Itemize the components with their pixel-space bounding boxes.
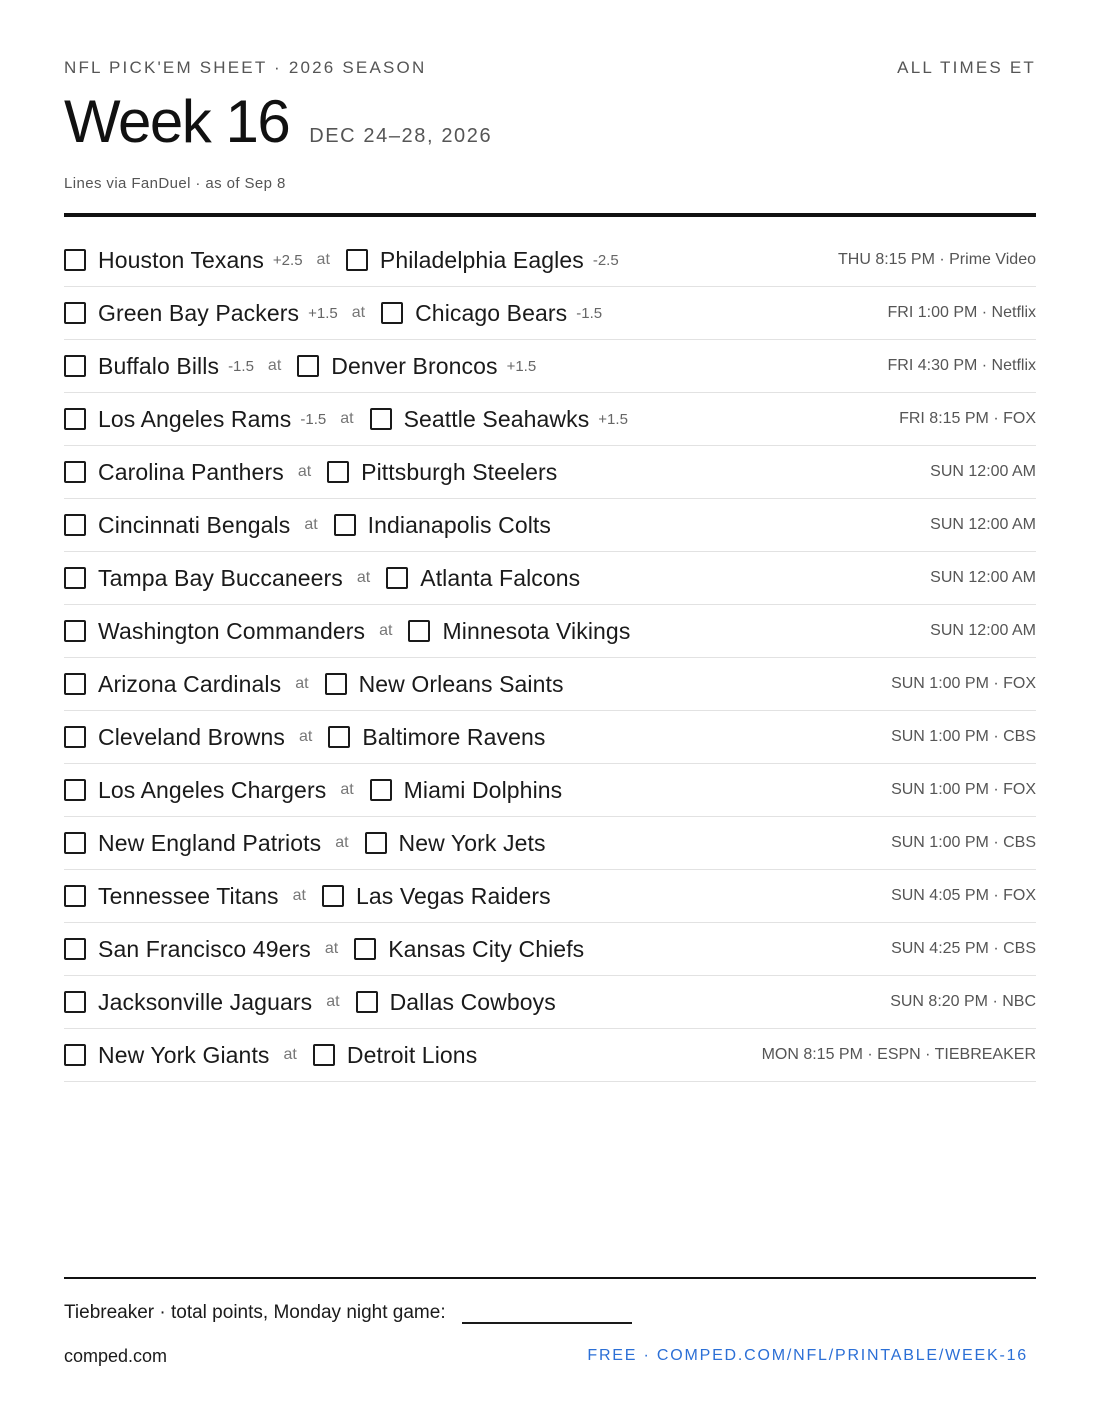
printable-link[interactable]: FREE · COMPED.COM/NFL/PRINTABLE/WEEK-16 bbox=[587, 1347, 1028, 1364]
lines-source-note: Lines via FanDuel · as of Sep 8 bbox=[64, 175, 286, 192]
away-team: Washington Commanders bbox=[98, 617, 366, 644]
footer-divider bbox=[64, 1277, 1036, 1279]
tiebreaker-row bbox=[64, 1300, 632, 1324]
game-row bbox=[64, 552, 1036, 605]
home-pick-checkbox[interactable] bbox=[381, 302, 403, 324]
at-label: at bbox=[292, 887, 306, 904]
home-team: Kansas City Chiefs bbox=[388, 935, 585, 962]
kickoff-time: SUN 12:00 AM bbox=[930, 516, 1036, 533]
at-label: at bbox=[356, 569, 371, 586]
home-team: Las Vegas Raiders bbox=[355, 882, 551, 909]
home-team: New Orleans Saints bbox=[358, 670, 564, 697]
timezone-note: ALL TIMES ET bbox=[897, 58, 1036, 77]
home-team: Chicago Bears bbox=[415, 299, 568, 326]
home-team: Seattle Seahawks bbox=[403, 405, 590, 432]
kickoff-time: SUN 4:25 PM · CBS bbox=[891, 940, 1036, 957]
away-spread: +1.5 bbox=[308, 304, 338, 322]
home-pick-checkbox[interactable] bbox=[325, 673, 347, 695]
home-team: Miami Dolphins bbox=[403, 776, 563, 803]
game-row bbox=[64, 658, 1036, 711]
game-row bbox=[64, 287, 1036, 340]
away-pick-checkbox[interactable] bbox=[64, 726, 86, 748]
home-team: Dallas Cowboys bbox=[389, 988, 556, 1015]
game-row bbox=[64, 393, 1036, 446]
kickoff-time: SUN 12:00 AM bbox=[930, 463, 1036, 480]
home-pick-checkbox[interactable] bbox=[334, 514, 356, 536]
game-row bbox=[64, 605, 1036, 658]
away-team: Jacksonville Jaguars bbox=[98, 988, 313, 1015]
away-team: Los Angeles Rams bbox=[98, 405, 292, 432]
home-spread: -2.5 bbox=[592, 251, 619, 269]
kickoff-time: SUN 1:00 PM · CBS bbox=[891, 728, 1036, 745]
home-team: Philadelphia Eagles bbox=[379, 246, 584, 273]
home-team: Minnesota Vikings bbox=[442, 617, 631, 644]
away-team: Buffalo Bills bbox=[98, 352, 220, 379]
week-dates: DEC 24–28, 2026 bbox=[309, 125, 493, 147]
game-row bbox=[64, 1029, 1036, 1082]
home-team: Atlanta Falcons bbox=[420, 564, 581, 591]
home-spread: +1.5 bbox=[506, 357, 537, 375]
away-team: Cleveland Browns bbox=[98, 723, 285, 750]
away-team: Tennessee Titans bbox=[98, 882, 279, 909]
game-row bbox=[64, 446, 1036, 499]
home-pick-checkbox[interactable] bbox=[365, 832, 387, 854]
away-pick-checkbox[interactable] bbox=[64, 673, 86, 695]
away-pick-checkbox[interactable] bbox=[64, 567, 86, 589]
at-label: at bbox=[298, 728, 313, 745]
away-team: Los Angeles Chargers bbox=[98, 776, 327, 803]
away-pick-checkbox[interactable] bbox=[64, 302, 86, 324]
kickoff-time: SUN 1:00 PM · CBS bbox=[891, 834, 1036, 851]
home-pick-checkbox[interactable] bbox=[356, 991, 378, 1013]
home-team: Pittsburgh Steelers bbox=[361, 458, 558, 485]
away-pick-checkbox[interactable] bbox=[64, 620, 86, 642]
home-pick-checkbox[interactable] bbox=[354, 938, 376, 960]
away-pick-checkbox[interactable] bbox=[64, 1044, 86, 1066]
away-team: Carolina Panthers bbox=[98, 458, 284, 485]
home-spread: +1.5 bbox=[598, 410, 628, 428]
kickoff-time: FRI 4:30 PM · Netflix bbox=[887, 357, 1036, 374]
tiebreaker-label: Tiebreaker · total points, Monday night game: bbox=[64, 1302, 446, 1323]
game-row bbox=[64, 923, 1036, 976]
home-pick-checkbox[interactable] bbox=[327, 461, 349, 483]
header-divider bbox=[64, 213, 1036, 217]
home-team: New York Jets bbox=[398, 829, 546, 856]
away-pick-checkbox[interactable] bbox=[64, 461, 86, 483]
kickoff-time: MON 8:15 PM · ESPN · TIEBREAKER bbox=[761, 1046, 1036, 1063]
at-label: at bbox=[335, 834, 349, 851]
away-pick-checkbox[interactable] bbox=[64, 408, 86, 430]
home-pick-checkbox[interactable] bbox=[346, 249, 368, 271]
away-pick-checkbox[interactable] bbox=[64, 832, 86, 854]
at-label: at bbox=[351, 304, 366, 321]
home-team: Baltimore Ravens bbox=[362, 723, 546, 750]
site-name: comped.com bbox=[64, 1346, 168, 1366]
away-pick-checkbox[interactable] bbox=[64, 514, 86, 536]
away-team: New England Patriots bbox=[98, 829, 322, 856]
kickoff-time: THU 8:15 PM · Prime Video bbox=[838, 251, 1036, 268]
home-team: Denver Broncos bbox=[331, 352, 498, 379]
kickoff-time: FRI 8:15 PM · FOX bbox=[899, 410, 1036, 427]
away-team: Cincinnati Bengals bbox=[98, 511, 291, 538]
kickoff-time: SUN 1:00 PM · FOX bbox=[891, 675, 1036, 692]
home-pick-checkbox[interactable] bbox=[370, 779, 392, 801]
away-pick-checkbox[interactable] bbox=[64, 779, 86, 801]
at-label: at bbox=[324, 940, 339, 957]
away-pick-checkbox[interactable] bbox=[64, 885, 86, 907]
kickoff-time: SUN 12:00 AM bbox=[930, 622, 1036, 639]
home-pick-checkbox[interactable] bbox=[408, 620, 430, 642]
home-pick-checkbox[interactable] bbox=[322, 885, 344, 907]
at-label: at bbox=[379, 622, 393, 639]
away-team: Tampa Bay Buccaneers bbox=[98, 564, 343, 591]
at-label: at bbox=[283, 1046, 297, 1063]
game-row bbox=[64, 870, 1036, 923]
at-label: at bbox=[340, 781, 354, 798]
game-row bbox=[64, 234, 1036, 287]
home-pick-checkbox[interactable] bbox=[386, 567, 408, 589]
games-list bbox=[64, 234, 1036, 1082]
at-label: at bbox=[295, 675, 309, 692]
home-team: Detroit Lions bbox=[346, 1041, 478, 1068]
away-spread: +2.5 bbox=[272, 251, 303, 269]
away-team: Houston Texans bbox=[98, 246, 264, 273]
game-row bbox=[64, 976, 1036, 1029]
home-pick-checkbox[interactable] bbox=[297, 355, 319, 377]
game-row bbox=[64, 340, 1036, 393]
home-pick-checkbox[interactable] bbox=[370, 408, 392, 430]
away-pick-checkbox[interactable] bbox=[64, 991, 86, 1013]
away-pick-checkbox[interactable] bbox=[64, 249, 86, 271]
away-team: Arizona Cardinals bbox=[98, 670, 282, 697]
away-spread: -1.5 bbox=[228, 357, 254, 375]
at-label: at bbox=[267, 357, 282, 374]
kickoff-time: SUN 12:00 AM bbox=[930, 569, 1036, 586]
away-pick-checkbox[interactable] bbox=[64, 355, 86, 377]
sheet-kicker: NFL PICK'EM SHEET · 2026 SEASON bbox=[64, 58, 427, 77]
tiebreaker-input-line[interactable] bbox=[462, 1300, 632, 1324]
kickoff-time: SUN 1:00 PM · FOX bbox=[891, 781, 1036, 798]
game-row bbox=[64, 711, 1036, 764]
kickoff-time: SUN 4:05 PM · FOX bbox=[891, 887, 1036, 904]
at-label: at bbox=[316, 251, 330, 268]
page-title: Week 16 bbox=[64, 88, 290, 155]
away-pick-checkbox[interactable] bbox=[64, 938, 86, 960]
away-spread: -1.5 bbox=[300, 410, 327, 428]
game-row bbox=[64, 817, 1036, 870]
home-spread: -1.5 bbox=[576, 304, 603, 322]
away-team: San Francisco 49ers bbox=[98, 935, 311, 962]
at-label: at bbox=[326, 993, 340, 1010]
away-team: Green Bay Packers bbox=[98, 299, 300, 326]
title-row bbox=[64, 88, 493, 155]
home-pick-checkbox[interactable] bbox=[328, 726, 350, 748]
at-label: at bbox=[340, 410, 354, 427]
kickoff-time: FRI 1:00 PM · Netflix bbox=[887, 304, 1036, 321]
kickoff-time: SUN 8:20 PM · NBC bbox=[890, 993, 1036, 1010]
at-label: at bbox=[304, 516, 318, 533]
home-pick-checkbox[interactable] bbox=[313, 1044, 335, 1066]
home-team: Indianapolis Colts bbox=[367, 511, 552, 538]
game-row bbox=[64, 499, 1036, 552]
away-team: New York Giants bbox=[98, 1041, 270, 1068]
at-label: at bbox=[297, 463, 312, 480]
game-row bbox=[64, 764, 1036, 817]
pickem-sheet bbox=[64, 0, 1036, 1425]
